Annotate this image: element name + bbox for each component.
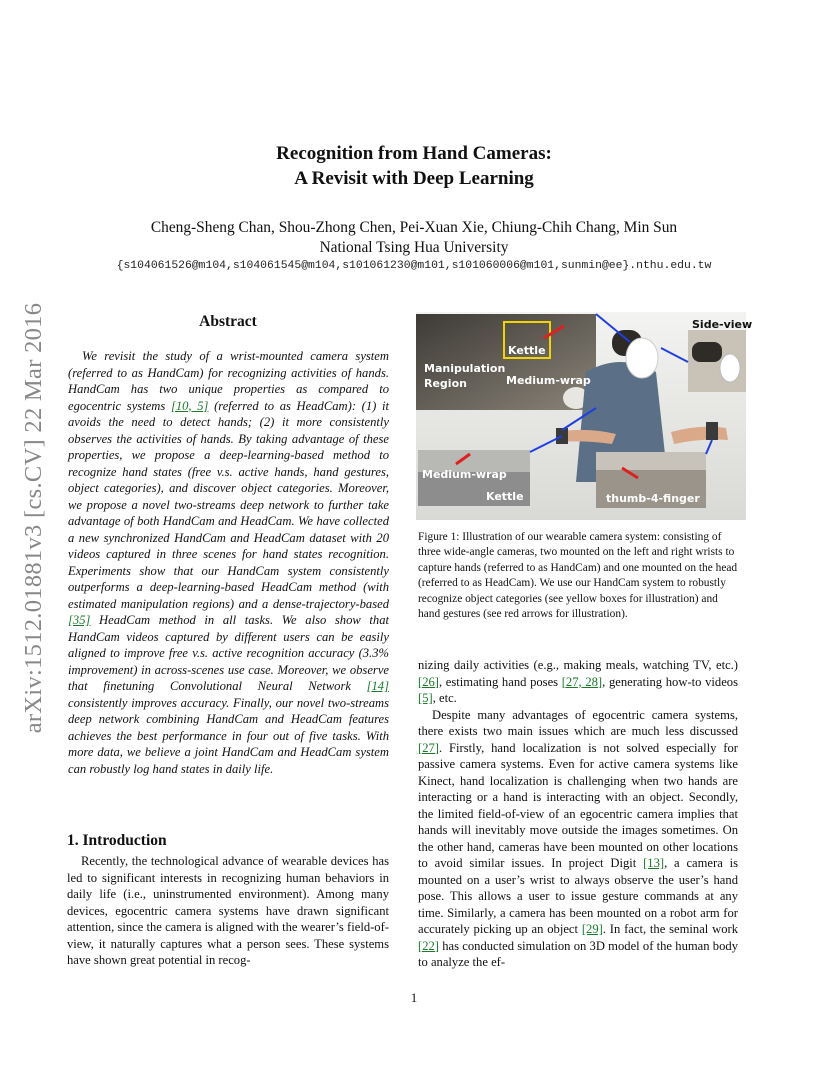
label-medium-wrap-top: Medium-wrap (506, 374, 591, 387)
title-line-1: Recognition from Hand Cameras: (276, 143, 552, 164)
paper-title (0, 141, 828, 191)
author-emails: {s104061526@m104,s104061545@m104,s101061230@m101,s101060006@m101,sunmin@ee}.nthu.edu.tw (116, 260, 712, 272)
figure-1-illustration (416, 312, 753, 520)
paragraph: Despite many advantages of egocentric camera systems, there exists two main issues which are much less discussed [27]. Firstly, hand localization is not solved especially for passive camera systems. Even for active camera systems like Kinect, hand localization is challenging when two hands are interacting or a hand is interacting with an object. Secondly, the limited field-of-view of an egocentric camera implies that hands will inevitably move outside the images sometimes. On the other hand, cameras have been mounted on other locations to avoid similar issues. In project Digit [13], a camera is mounted on a user’s wrist to always observe the user’s hand pose. This allows a user to issue gesture commands at any time. Similarly, a camera has been mounted on a robot arm for accurately picking up an object [29]. In fact, the seminal work [22] has conducted simulation on 3D model of the human body to analyze the ef- (418, 707, 739, 969)
author-block (0, 218, 828, 258)
citation-link[interactable]: [22] (418, 938, 439, 953)
figure-1 (416, 312, 753, 520)
author-list: Cheng-Sheng Chan, Shou-Zhong Chen, Pei-Xuan Xie, Chiung-Chih Chang, Min Sun (150, 219, 678, 236)
arxiv-identifier: arXiv:1512.01881v3 [cs.CV] 22 Mar 2016 (20, 302, 47, 734)
paragraph: nizing daily activities (e.g., making meals, watching TV, etc.) [26], estimating hand poses [27, 28], generating how-to videos [5], etc. (418, 658, 738, 705)
label-thumb-4-finger: thumb-4-finger (606, 492, 700, 505)
citation-link[interactable]: [27] (418, 740, 439, 755)
label-side-view: Side-view (692, 318, 753, 331)
citation-link[interactable]: [13] (643, 856, 665, 870)
citation-link[interactable]: [10, 5] (170, 398, 209, 413)
citation-link[interactable]: [14] (366, 679, 389, 693)
label-region: Region (424, 377, 467, 390)
affiliation: National Tsing Hua University (319, 239, 509, 256)
label-manipulation: Manipulation (424, 362, 506, 375)
citation-link[interactable]: [35] (68, 613, 91, 627)
label-medium-wrap-left: Medium-wrap (422, 468, 507, 481)
abstract-heading: Abstract (199, 313, 257, 330)
title-line-2: A Revisit with Deep Learning (294, 168, 534, 189)
label-kettle-top: Kettle (508, 344, 546, 357)
citation-link[interactable]: [27, 28] (561, 674, 603, 689)
introduction-heading: 1. Introduction (67, 832, 167, 849)
citation-link[interactable]: [29] (581, 922, 603, 936)
figure-1-caption: Figure 1: Illustration of our wearable camera system: consisting of three wide-angle cameras, two mounted on the left and right wrists to capture hands (referred to as HandCam) and one mounted on the head (referred to as HeadCam). We use our HandCam system to robustly recognize object categories (see yellow boxes for illustration) and hand gestures (see red arrows for illustration). (418, 531, 738, 621)
caption-label: Figure 1: (418, 531, 460, 543)
citation-link[interactable]: [26] (418, 674, 439, 689)
label-kettle-left: Kettle (486, 490, 524, 503)
abstract-text: We revisit the study of a wrist-mounted camera system (referred to as HandCam) for recognizing activities of hands. HandCam has two unique properties as compared to egocentric systems [10, 5] (referred to as HeadCam): (1) it avoids the need to detect hands; (2) it more consistently observes the activities of hands. By taking advantage of these properties, we propose a deep-learning-based method to recognize hand states (free v.s. active hands, hand gestures, object categories), and discover object categories. Moreover, we propose a novel two-streams deep network to further take advantage of both HandCam and HeadCam. We have collected a new synchronized HandCam and HeadCam dataset with 20 videos captured in three scenes for hand states recognition. Experiments show that our HandCam system consistently outperforms a deep-learning-based HeadCam method (with estimated manipulation regions) and a dense-trajectory-based [35] HeadCam method in all tasks. We also show that HandCam videos captured by different users can be easily aligned to improve free v.s. active recognition accuracy (3.3% improvement) in across-scenes use case. Moreover, we observe that finetuning Convolutional Neural Network [14] consistently improves accuracy. Finally, our novel two-streams deep network combining HandCam and HeadCam features achieves the best performance in four out of five tasks. With more data, we believe a joint HandCam and HeadCam system can robustly log hand states in daily life. (68, 349, 389, 776)
right-column-text (418, 657, 738, 971)
page-number: 1 (410, 990, 418, 1005)
introduction-text: Recently, the technological advance of wearable devices has led to significant interests in recognizing human behaviors in daily life (i.e., uninstrumented environment). Among many devices, egocentric camera systems have drawn significant attention, since the camera is aligned with the wearer’s field-of-view, it naturally captures what a person sees. These systems have shown great potential in recog- (67, 854, 389, 967)
citation-link[interactable]: [5] (418, 691, 433, 705)
